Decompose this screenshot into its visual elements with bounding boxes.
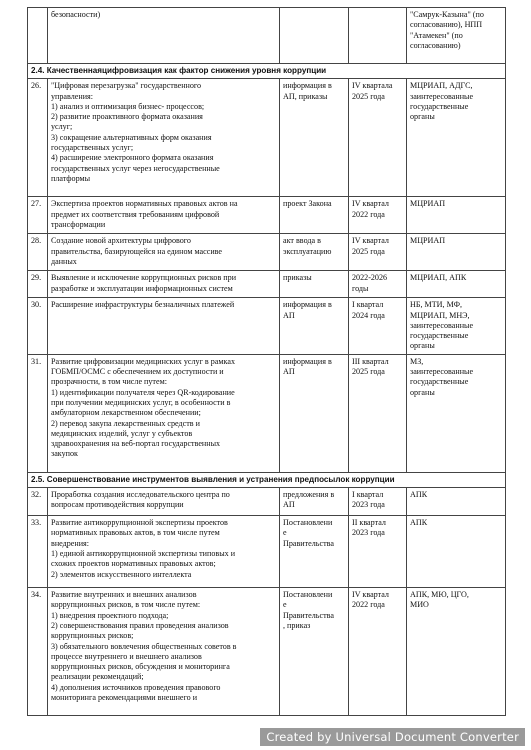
row-number: 34.: [28, 588, 48, 716]
responsible-cell: "Самрук-Казына" (по согласованию), НПП "Атамекен" (по согласованию): [407, 8, 506, 64]
deadline-cell: I квартал 2024 года: [349, 298, 407, 354]
completion-form-cell: проект Закона: [280, 197, 349, 234]
row-number: 30.: [28, 298, 48, 354]
completion-form-cell: предложения в АП: [280, 488, 349, 516]
responsible-cell: МЦРИАП: [407, 234, 506, 271]
measure-cell: Развитие антикоррупционной экспертизы проектов нормативных правовых актов, в том числе путем внедрения: 1) единой антикоррупционной экспертизы типовых и схожих проектов нормативных правовых актов; 2) элементов искусственного интеллекта: [48, 516, 280, 588]
action-plan-table: [27, 7, 506, 716]
responsible-cell: МЦРИАП, АПК: [407, 271, 506, 298]
table-row: [28, 8, 506, 64]
row-number: 29.: [28, 271, 48, 298]
responsible-cell: НБ, МТИ, МФ, МЦРИАП, МНЭ, заинтересованные государственные органы: [407, 298, 506, 354]
responsible-cell: АПК: [407, 488, 506, 516]
table-row: [28, 354, 506, 472]
section-header-row: [28, 472, 506, 487]
section-title: 2.5. Совершенствование инструментов выявления и устранения предпосылок коррупции: [28, 472, 506, 487]
row-number: 28.: [28, 234, 48, 271]
row-number: 26.: [28, 79, 48, 197]
completion-form-cell: Постановлени е Правительства: [280, 516, 349, 588]
deadline-cell: IV квартала 2025 года: [349, 79, 407, 197]
responsible-cell: МЗ, заинтересованные государственные органы: [407, 354, 506, 472]
completion-form-cell: информация в АП, приказы: [280, 79, 349, 197]
measure-cell: Выявление и исключение коррупционных рисков при разработке и эксплуатации информационных систем: [48, 271, 280, 298]
responsible-cell: АПК, МЮ, ЦГО, МИО: [407, 588, 506, 716]
responsible-cell: МЦРИАП, АДГС, заинтересованные государственные органы: [407, 79, 506, 197]
deadline-cell: III квартал 2025 года: [349, 354, 407, 472]
completion-form-cell: информация в АП: [280, 354, 349, 472]
deadline-cell: I квартал 2023 года: [349, 488, 407, 516]
deadline-cell: IV квартал 2022 года: [349, 588, 407, 716]
responsible-cell: МЦРИАП: [407, 197, 506, 234]
table-row: [28, 271, 506, 298]
responsible-cell: АПК: [407, 516, 506, 588]
row-number-cell: [28, 8, 48, 64]
completion-form-cell: [280, 8, 349, 64]
section-title: 2.4. Качественнаяцифровизация как фактор снижения уровня коррупции: [28, 64, 506, 79]
measure-cell: Экспертиза проектов нормативных правовых актов на предмет их соответствия требованиям цифровой трансформации: [48, 197, 280, 234]
deadline-cell: IV квартал 2022 года: [349, 197, 407, 234]
measure-cell: Создание новой архитектуры цифрового правительства, базирующейся на едином массиве данных: [48, 234, 280, 271]
row-number: 33.: [28, 516, 48, 588]
table-row: [28, 588, 506, 716]
section-header-row: [28, 64, 506, 79]
measure-cell: Проработка создания исследовательского центра по вопросам противодействия коррупции: [48, 488, 280, 516]
table-row: [28, 298, 506, 354]
measure-cell: Развитие цифровизации медицинских услуг в рамках ГОБМП/ОСМС с обеспечением их доступности и прозрачности, в том числе путем: 1) идентификации получателя через QR-кодирование при получении медицинских услуг, в особенности в амбулаторном лекарственном обеспечении; 2) перевод закупа лекарственных средств и медицинских изделий, услуг у субъектов здравоохранения на веб-портал государственных закупок: [48, 354, 280, 472]
completion-form-cell: информация в АП: [280, 298, 349, 354]
table-row: [28, 516, 506, 588]
measure-cell: Развитие внутренних и внешних анализов коррупционных рисков, в том числе путем: 1) внедрения проектного подхода; 2) совершенствования правил проведения анализов коррупционных рисков; 3) обязательного вовлечения общественных советов в процессе внутреннего и внешнего анализов коррупционных рисков, обсуждения и мониторинга реализации рекомендаций; 4) дополнения источников проведения правового мониторинга рекомендациями внешнего и: [48, 588, 280, 716]
measure-cell: Расширение инфраструктуры безналичных платежей: [48, 298, 280, 354]
converter-watermark: Created by Universal Document Converter: [260, 728, 525, 746]
deadline-cell: [349, 8, 407, 64]
measure-cell: "Цифровая перезагрузка" государственного управления: 1) анализ и оптимизация бизнес- процессов; 2) развитие проактивного формата оказания услуг; 3) сокращение альтернативных форм оказания государственных услуг; 4) расширение электронного формата оказания государственных услуг через негосударственные платформы: [48, 79, 280, 197]
table-row: [28, 488, 506, 516]
table-row: [28, 234, 506, 271]
deadline-cell: 2022-2026 годы: [349, 271, 407, 298]
completion-form-cell: приказы: [280, 271, 349, 298]
completion-form-cell: акт ввода в эксплуатацию: [280, 234, 349, 271]
measure-cell: безопасности): [48, 8, 280, 64]
table-row: [28, 197, 506, 234]
row-number: 31.: [28, 354, 48, 472]
row-number: 32.: [28, 488, 48, 516]
table-row: [28, 79, 506, 197]
deadline-cell: II квартал 2023 года: [349, 516, 407, 588]
row-number: 27.: [28, 197, 48, 234]
completion-form-cell: Постановлени е Правительства , приказ: [280, 588, 349, 716]
deadline-cell: IV квартал 2025 года: [349, 234, 407, 271]
